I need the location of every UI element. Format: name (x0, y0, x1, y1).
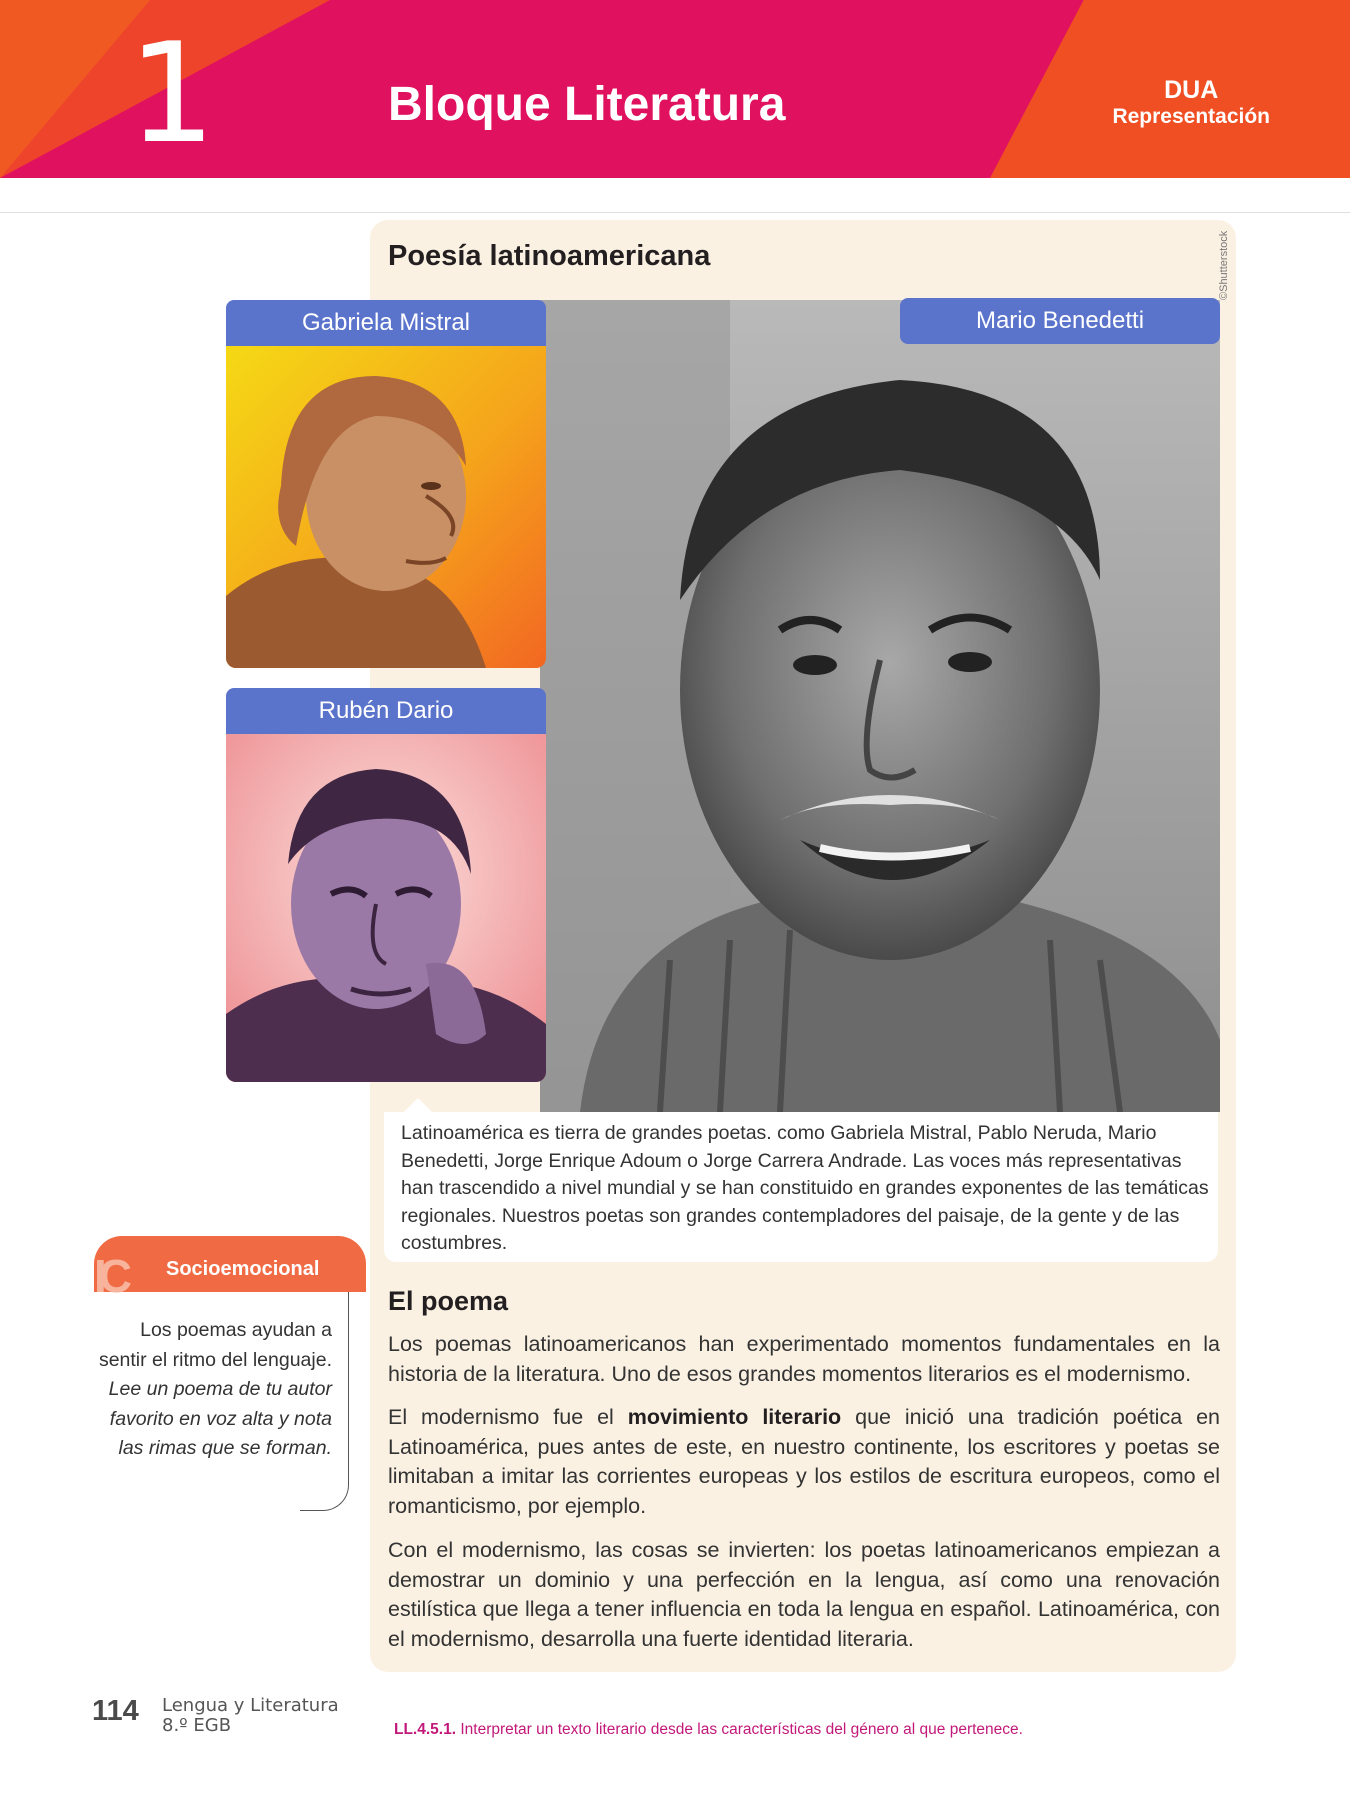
benedetti-photo (540, 300, 1220, 1112)
socio-text-italic: Lee un poema de tu autor favorito en voz alta y nota las rimas que se forman. (108, 1378, 332, 1459)
portrait-label-dario: Rubén Dario (226, 688, 546, 734)
caption-box (384, 1112, 1218, 1262)
poem-heading: El poema (388, 1286, 509, 1316)
poem-paragraph-2 (388, 1403, 1220, 1521)
socio-label: Socioemocional (166, 1258, 320, 1280)
skill-text: Interpretar un texto literario desde las características del género al que pertenece. (456, 1721, 1023, 1738)
unit-number: 1 (128, 13, 216, 174)
poem-paragraph-3: Con el modernismo, las cosas se invierten: los poetas latinoamericanos empiezan a demostrar un dominio y una perfección en la lengua, así como una renovación estilística que llega a tener influencia en toda la lengua en español. Latinoamérica, con el modernismo, desarrolla una fuerte identidad literaria. (388, 1538, 1220, 1651)
page-number: 114 (92, 1695, 139, 1727)
page-title: Bloque Literatura (388, 78, 786, 131)
section-title: Poesía latinoamericana (388, 240, 711, 272)
skill-criterion (394, 1720, 1023, 1740)
portrait-label-benedetti: Mario Benedetti (900, 298, 1220, 344)
photo-credit: ©Shutterstock (1218, 230, 1230, 300)
dario-portrait (226, 734, 546, 1082)
dua-badge (1112, 76, 1270, 130)
book-grade: 8.º EGB (162, 1715, 232, 1736)
dua-label: DUA (1164, 76, 1219, 104)
book-title (162, 1696, 339, 1736)
p2-text-start: El modernismo fue el (388, 1405, 628, 1429)
caption-pointer (404, 1098, 432, 1112)
header-divider (0, 212, 1350, 213)
caption-text: Latinoamérica es tierra de grandes poetas. como Gabriela Mistral, Pablo Neruda, Mario Benedetti, Jorge Enrique Adoum o Jorge Carrera Andrade. Las voces más representativas han trascendido a nivel mundial y se han constituido en grandes exponentes de las temáticas regionales. Nuestros poetas son grandes contempladores del paisaje, de la gente y de las costumbres. (401, 1122, 1209, 1254)
dua-sublabel: Representación (1112, 105, 1270, 128)
socio-text (90, 1316, 332, 1464)
socio-text-plain: Los poemas ayudan a sentir el ritmo del lenguaje. (98, 1319, 332, 1371)
book-subject: Lengua y Literatura (162, 1695, 339, 1716)
header-band (0, 0, 1350, 178)
p2-text-end: que inició una tradición poética en Latinoamérica, pues antes de este, en nuestro continente, los escritores y poetas se limitaban a imitar las corrientes europeas y los estilos de escritura europeos, como el romanticismo, por ejemplo. (388, 1405, 1220, 1518)
mistral-portrait (226, 346, 546, 668)
skill-code: LL.4.5.1. (394, 1721, 457, 1738)
portrait-label-mistral: Gabriela Mistral (226, 300, 546, 346)
p2-bold-term: movimiento literario (627, 1405, 842, 1429)
poem-paragraph-1: Los poemas latinoamericanos han experimentado momentos fundamentales en la historia de la literatura. Uno de esos grandes momentos literarios es el modernismo. (388, 1332, 1220, 1386)
socio-ic-icon: IC (94, 1250, 124, 1302)
